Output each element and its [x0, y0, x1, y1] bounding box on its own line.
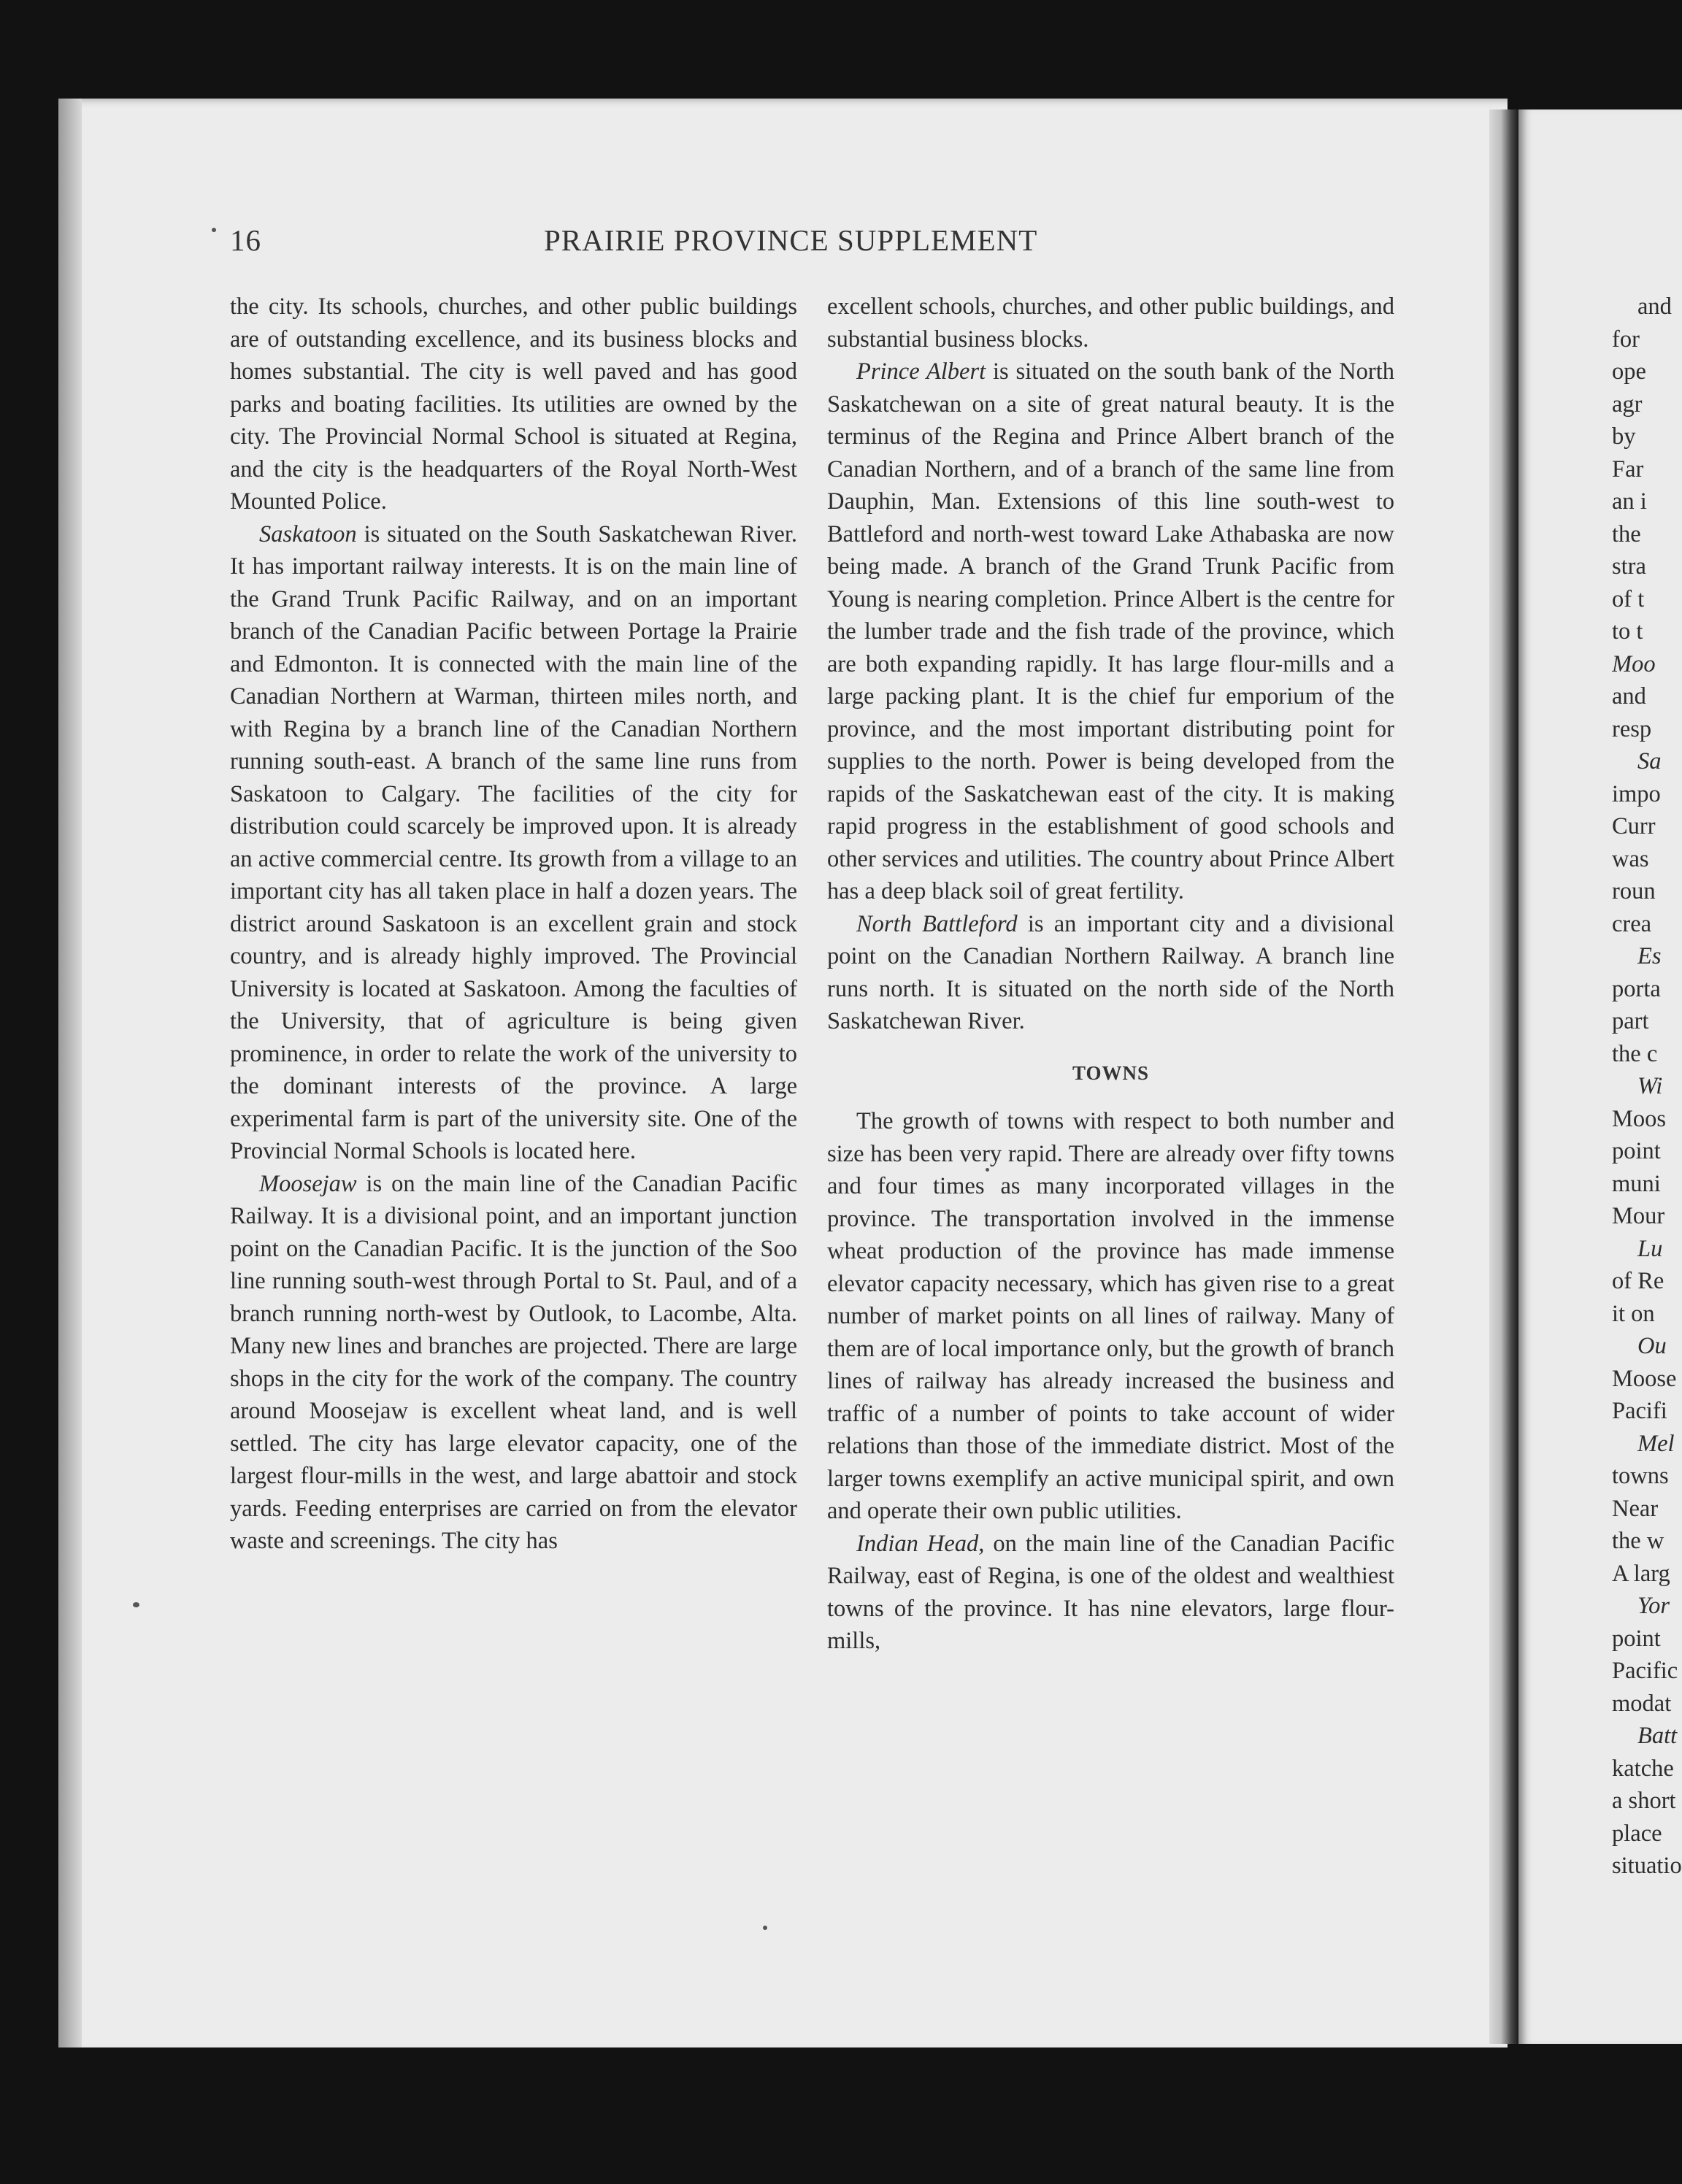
book-gutter: [1489, 109, 1518, 2044]
paragraph-prince-albert: Prince Albert is situated on the south bank of the North Saskatchewan on a site of great natural beauty. It is the terminus of the Regina and Prince Albert branch of the Canadian Northern, and of a branch of the same line from Dauphin, Man. Extensions of this line south-west to Battleford and north-west toward Lake Athabaska are now being made. A branch of the Grand Trunk Pacific from Young is nearing completion. Prince Albert is the centre for the lumber trade and the fish trade of the province, which are both expanding rapidly. It has large flour-mills and a large packing plant. It is the chief fur emporium of the province, and the most important distributing point for supplies to the north. Power is being developed from the rapids of the Saskatchewan east of the city. It is making rapid progress in the establishment of good schools and other services and utilities. The country about Prince Albert has a deep black soil of great fertility.: [827, 358, 1395, 904]
line-fragment: Ou: [1637, 1333, 1667, 1359]
paragraph-north-battleford: North Battleford is an important city and a divisional point on the Canadian Northern Railway. A branch line runs north. It is situated on the north side of the North Saskatchewan River.: [827, 910, 1394, 1034]
line-fragment: by: [1612, 423, 1636, 450]
section-heading-towns: TOWNS: [1072, 1061, 1150, 1084]
text-column-middle: [827, 291, 1394, 1658]
line-fragment: stra: [1612, 553, 1646, 580]
line-fragment: agr: [1612, 391, 1643, 418]
line-fragment: Near: [1612, 1495, 1659, 1522]
line-fragment: Moo: [1612, 650, 1656, 677]
text-column-left: [230, 291, 797, 1558]
line-fragment: Wi: [1637, 1073, 1663, 1099]
line-fragment: an i: [1612, 488, 1647, 515]
line-fragment: Mel: [1637, 1430, 1675, 1457]
scan-speck: [133, 1602, 139, 1607]
scan-speck: [986, 1168, 989, 1172]
line-fragment: katche: [1612, 1755, 1674, 1782]
line-fragment: ope: [1612, 358, 1646, 385]
line-fragment: Far: [1612, 455, 1644, 482]
place-name: Prince Albert: [856, 358, 986, 385]
paragraph-saskatoon: Saskatoon is situated on the South Saskatchewan River. It has important railway interests. It is on the main line of the Grand Trunk Pacific Railway, and on an important branch of the Canadian Pacific between Portage la Prairie and Edmonton. It is connected with the main line of the Canadian Northern at Warman, thirteen miles north, and with Regina by a branch line of the Canadian Northern running south-east. A branch of the same line runs from Saskatoon to Calgary. The facilities of the city for distribution could scarcely be improved upon. It is already an active commercial centre. Its growth from a village to an important city has all taken place in half a dozen years. The district around Saskatoon is an excellent grain and stock country, and is already highly improved. The Provincial University is located at Saskatoon. Among the faculties of the University, that of agriculture is being given prominence, in order to relate the work of the university to the dominant interests of the province. A large experimental farm is part of the university site. One of the Provincial Normal Schools is located here.: [230, 520, 797, 1164]
line-fragment: Lu: [1637, 1235, 1663, 1262]
line-fragment: point: [1612, 1138, 1661, 1164]
line-fragment: the c: [1612, 1040, 1658, 1067]
line-fragment: Yor: [1637, 1593, 1670, 1619]
line-fragment: it on: [1612, 1300, 1655, 1327]
place-name: Moosejaw: [259, 1170, 357, 1197]
line-fragment: Moos: [1612, 1105, 1667, 1132]
line-fragment: and: [1612, 683, 1646, 710]
line-fragment: place: [1612, 1820, 1662, 1847]
scan-speck: [212, 228, 216, 232]
line-fragment: Pacific: [1612, 1658, 1678, 1684]
line-fragment: Pacifi: [1612, 1398, 1667, 1424]
line-fragment: a short: [1612, 1788, 1676, 1814]
line-fragment: of Re: [1612, 1268, 1664, 1294]
line-fragment: to t: [1612, 618, 1643, 645]
line-fragment: porta: [1612, 975, 1661, 1002]
paragraph: the city. Its schools, churches, and other public buildings are of outstanding excellence, and its business blocks and homes substantial. The city is well paved and has good parks and boating facilities. Its utilities are owned by the city. The Provincial Normal School is situated at Regina, and the city is the headquarters of the Royal North-West Mounted Police.: [230, 293, 797, 515]
line-fragment: crea: [1612, 910, 1652, 937]
line-fragment: the w: [1612, 1528, 1664, 1554]
line-fragment: part: [1612, 1008, 1649, 1034]
line-fragment: impo: [1612, 780, 1661, 807]
text-column-right-cropped: [1612, 291, 1682, 1883]
line-fragment: Es: [1637, 943, 1662, 969]
paragraph-towns: The growth of towns with respect to both number and size has been very rapid. There are already over fifty towns and four times as many incorporated villages in the province. The transportation involved in the immense wheat production of the province has made immense elevator capacity necessary, which has given rise to a great number of market points on all lines of railway. Many of them are of local importance only, but the growth of branch lines of railway has already increased the business and traffic of a number of points to take account of wider relations than those of the immediate district. Most of the larger towns exemplify an active municipal spirit, and own and operate their own public utilities.: [827, 1108, 1394, 1524]
line-fragment: Batt: [1637, 1723, 1678, 1749]
line-fragment: modat: [1612, 1690, 1672, 1717]
line-fragment: muni: [1612, 1170, 1661, 1197]
paragraph: excellent schools, churches, and other public buildings, and substantial business blocks.: [827, 293, 1394, 353]
line-fragment: the: [1612, 520, 1641, 547]
line-fragment: Mour: [1612, 1203, 1665, 1229]
place-name: North Battleford: [856, 910, 1018, 937]
place-name: Indian Head: [856, 1530, 979, 1557]
running-title: PRAIRIE PROVINCE SUPPLEMENT: [544, 223, 1038, 257]
line-fragment: and: [1637, 293, 1672, 320]
place-name: Saskatoon: [259, 520, 357, 547]
line-fragment: resp: [1612, 715, 1652, 742]
line-fragment: was: [1612, 845, 1649, 872]
left-page-edge: [58, 99, 82, 2048]
page-number: 16: [230, 223, 261, 257]
line-fragment: towns: [1612, 1463, 1669, 1489]
scan-speck: [763, 1926, 767, 1930]
line-fragment: for: [1612, 326, 1640, 353]
line-fragment: roun: [1612, 878, 1656, 904]
line-fragment: point: [1612, 1625, 1661, 1652]
line-fragment: A larg: [1612, 1560, 1670, 1587]
paragraph-indian-head: Indian Head, on the main line of the Canadian Pacific Railway, east of Regina, is one of the oldest and wealthiest towns of the province. It has nine elevators, large flour-mills,: [827, 1530, 1394, 1654]
line-fragment: Sa: [1637, 748, 1662, 774]
line-fragment: Curr: [1612, 813, 1656, 839]
line-fragment: situatio: [1612, 1853, 1682, 1879]
line-fragment: Moose: [1612, 1365, 1677, 1392]
line-fragment: of t: [1612, 585, 1645, 612]
paragraph-moosejaw: Moosejaw is on the main line of the Canadian Pacific Railway. It is a divisional point, and an important junction point on the Canadian Pacific. It is the junction of the Soo line running south-west through Portal to St. Paul, and of a branch running north-west by Outlook, to Lacombe, Alta. Many new lines and branches are projected. There are large shops in the city for the work of the company. The country around Moosejaw is excellent wheat land, and is well settled. The city has large elevator capacity, one of the largest flour-mills in the west, and large abattoir and stock yards. Feeding enterprises are carried on from the elevator waste and screenings. The city has: [230, 1170, 797, 1554]
